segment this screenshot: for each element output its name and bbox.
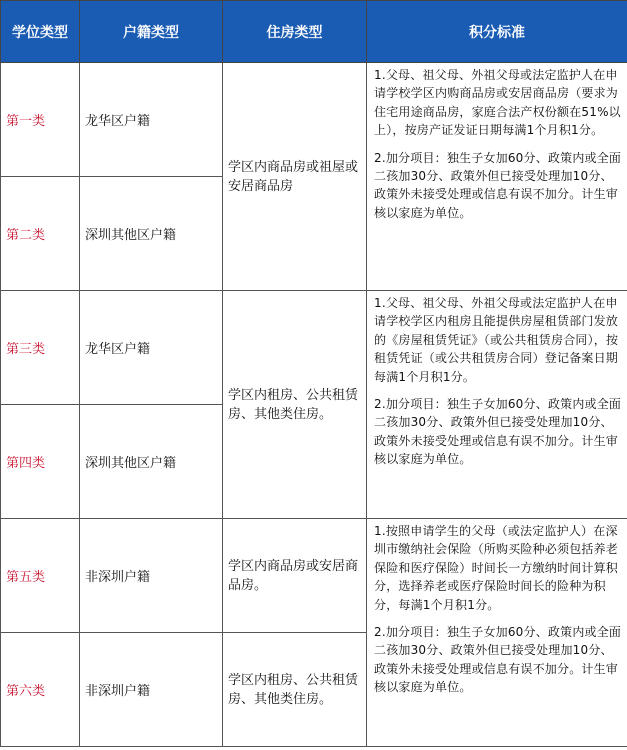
- rule-cell: [367, 519, 627, 747]
- rule-cell: [367, 63, 627, 291]
- header-xuewei: 学位类型: [1, 1, 80, 63]
- huji-cell: 深圳其他区户籍: [80, 177, 223, 291]
- category-cell: 第四类: [1, 405, 80, 519]
- category-cell: 第六类: [1, 633, 80, 747]
- header-huji: 户籍类型: [80, 1, 223, 63]
- rule-cell: [367, 291, 627, 519]
- huji-cell: 非深圳户籍: [80, 519, 223, 633]
- table-row: [1, 291, 627, 405]
- category-cell: 第二类: [1, 177, 80, 291]
- rule-item: 1.按照申请学生的父母（或法定监护人）在深圳市缴纳社会保险（所购买险种必须包括养老保险和医疗保险）时间长一方缴纳时间计算积分，选择养老或医疗保险时间长的险种为积分，每满1个月积1分。: [374, 524, 619, 612]
- category-cell: 第五类: [1, 519, 80, 633]
- huji-cell: 深圳其他区户籍: [80, 405, 223, 519]
- header-zhufang: 住房类型: [223, 1, 367, 63]
- category-cell: 第三类: [1, 291, 80, 405]
- category-cell: 第一类: [1, 63, 80, 177]
- housing-cell: 学区内商品房或祖屋或安居商品房: [223, 63, 367, 291]
- rule-item: 2.加分项目：独生子女加60分、政策内或全面二孩加30分、政策外但已接受处理加10分、政策外未接受处理或信息有误不加分。计生审核以家庭为单位。: [374, 625, 622, 695]
- huji-cell: 龙华区户籍: [80, 291, 223, 405]
- rule-item: 2.加分项目：独生子女加60分、政策内或全面二孩加30分、政策外但已接受处理加10分、政策外未接受处理或信息有误不加分。计生审核以家庭为单位。: [374, 397, 622, 467]
- rule-item: 1.父母、祖父母、外祖父母或法定监护人在申请学校学区内租房且能提供房屋租赁部门发放的《房屋租赁凭证》（或公共租赁房合同），按租赁凭证（或公共租赁房合同）登记备案日期每满1个月积1分。: [374, 296, 619, 384]
- header-row: [1, 1, 627, 63]
- table-row: [1, 519, 627, 633]
- rule-item: 1.父母、祖父母、外祖父母或法定监护人在申请学校学区内购商品房或安居商品房（要求为住宅用途商品房，家庭合法产权份额在51%以上），按房产证发证日期每满1个月积1分。: [374, 68, 621, 138]
- huji-cell: 龙华区户籍: [80, 63, 223, 177]
- housing-cell: 学区内租房、公共租赁房、其他类住房。: [223, 291, 367, 519]
- housing-cell: 学区内租房、公共租赁房、其他类住房。: [223, 633, 367, 747]
- housing-cell: 学区内商品房或安居商品房。: [223, 519, 367, 633]
- huji-cell: 非深圳户籍: [80, 633, 223, 747]
- rule-item: 2.加分项目：独生子女加60分、政策内或全面二孩加30分、政策外但已接受处理加10分、政策外未接受处理或信息有误不加分。计生审核以家庭为单位。: [374, 150, 622, 220]
- header-jifen: 积分标准: [367, 1, 627, 63]
- table-row: [1, 63, 627, 177]
